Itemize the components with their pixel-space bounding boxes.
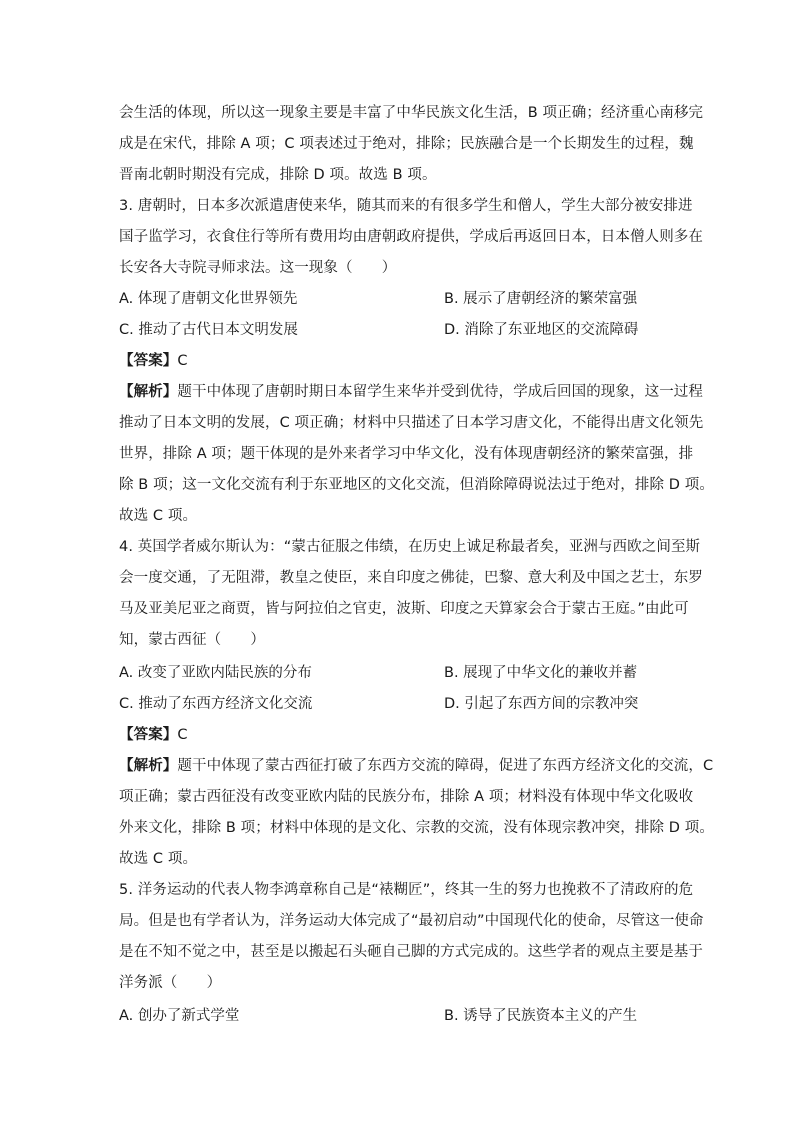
q4-analysis-line: 故选 C 项。 [119,851,198,867]
prev-analysis-line: 成是在宋代，排除 A 项；C 项表述过于绝对，排除；民族融合是一个长期发生的过程，魏 [119,136,694,152]
q5-option-b: B. 诱导了民族资本主义的产生 [444,1008,638,1024]
q4-stem-line: 知，蒙古西征（ ） [119,632,265,648]
q4-option-c: C. 推动了东西方经济文化交流 [119,696,313,712]
q3-answer [119,351,188,371]
q5-stem-line: 洋务派（ ） [119,975,222,991]
q5-stem-line: 5. 洋务运动的代表人物李鸿章称自己是“裱糊匠”，终其一生的努力也挽救不了清政府的危 [119,882,694,898]
answer-value: C [177,353,188,369]
q3-option-c: C. 推动了古代日本文明发展 [119,322,298,338]
q3-analysis-line: 世界，排除 A 项；题干体现的是外来者学习中华文化，没有体现唐朝经济的繁荣富强，排 [119,446,694,462]
q4-stem-line: 会一度交通，了无阻滞，教皇之使臣，来自印度之佛徒，巴黎、意大利及中国之艺士，东罗 [119,570,703,586]
q3-option-b: B. 展示了唐朝经济的繁荣富强 [444,291,638,307]
q4-option-a: A. 改变了亚欧内陆民族的分布 [119,665,312,681]
q5-stem-line: 是在不知不觉之中，甚至是以搬起石头砸自己脚的方式完成的。这些学者的观点主要是基于 [119,944,703,960]
analysis-text: 题干中体现了蒙古西征打破了东西方交流的障碍，促进了东西方经济文化的交流，C [177,758,714,774]
q3-analysis-line [119,382,703,402]
q3-option-d: D. 消除了东亚地区的交流障碍 [444,322,639,338]
analysis-tag: 【解析】 [119,384,178,400]
q4-analysis-line: 项正确；蒙古西征没有改变亚欧内陆的民族分布，排除 A 项；材料没有体现中华文化吸收 [119,789,694,805]
q3-analysis-line: 除 B 项；这一文化交流有利于东亚地区的文化交流，但消除障碍说法过于绝对，排除 D 项。 [119,477,714,493]
answer-tag: 【答案】 [119,353,178,369]
q3-stem-line: 3. 唐朝时，日本多次派遣唐使来华，随其而来的有很多学生和僧人，学生大部分被安排进 [119,198,693,214]
analysis-tag: 【解析】 [119,758,178,774]
q3-stem-line: 长安各大寺院寻师求法。这一现象（ ） [119,260,397,276]
analysis-text: 题干中体现了唐朝时期日本留学生来华并受到优待，学成后回国的现象，这一过程 [177,384,704,400]
q5-option-a: A. 创办了新式学堂 [119,1008,240,1024]
answer-value: C [177,727,188,743]
q3-analysis-line: 推动了日本文明的发展，C 项正确；材料中只描述了日本学习唐文化，不能得出唐文化领先 [119,415,704,431]
q5-stem-line: 局。但是也有学者认为，洋务运动大体完成了“最初启动”中国现代化的使命，尽管这一使命 [119,913,704,929]
q4-answer [119,725,188,745]
q3-analysis-line: 故选 C 项。 [119,508,198,524]
q4-stem-line: 马及亚美尼亚之商贾，皆与阿拉伯之官吏，波斯、印度之天算家会合于蒙古王庭。”由此可 [119,601,689,617]
q3-option-a: A. 体现了唐朝文化世界领先 [119,291,298,307]
q4-analysis-line [119,756,713,776]
prev-analysis-line: 会生活的体现，所以这一现象主要是丰富了中华民族文化生活，B 项正确；经济重心南移完 [119,105,704,121]
q4-option-d: D. 引起了东西方间的宗教冲突 [444,696,639,712]
q4-option-b: B. 展现了中华文化的兼收并蓄 [444,665,638,681]
q3-stem-line: 国子监学习，衣食住行等所有费用均由唐朝政府提供，学成后再返回日本，日本僧人则多在 [119,229,703,245]
q4-stem-line: 4. 英国学者威尔斯认为：“蒙古征服之伟绩，在历史上诚足称最者矣，亚洲与西欧之间至斯 [119,539,701,555]
answer-tag: 【答案】 [119,727,178,743]
prev-analysis-line: 晋南北朝时期没有完成，排除 D 项。故选 B 项。 [119,167,437,183]
q4-analysis-line: 外来文化，排除 B 项；材料中体现的是文化、宗教的交流，没有体现宗教冲突，排除 D 项。 [119,820,714,836]
